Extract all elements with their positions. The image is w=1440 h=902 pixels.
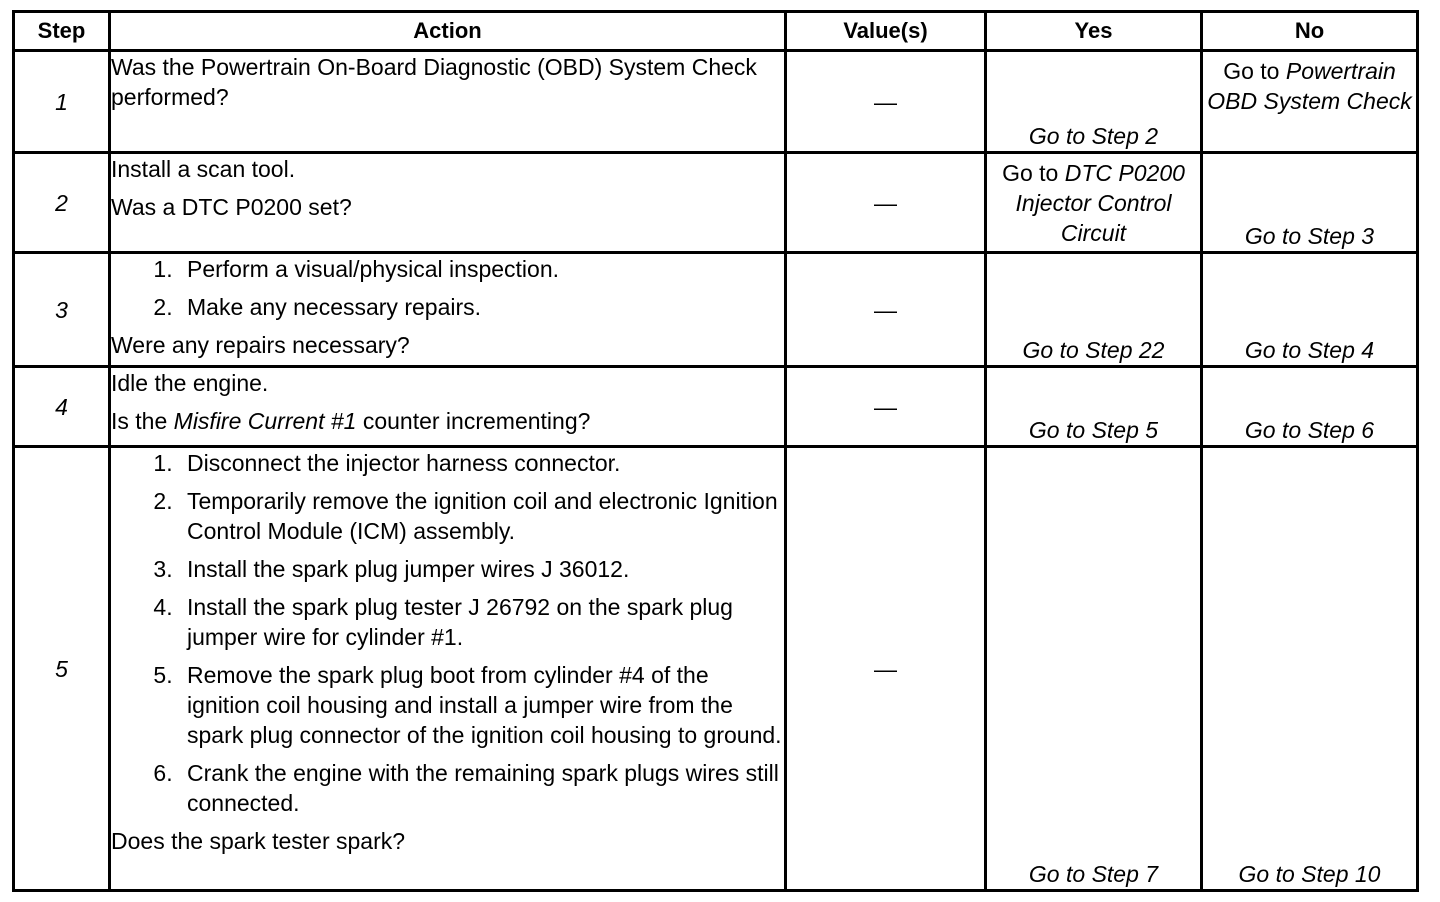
list-item: 5. Remove the spark plug boot from cylinder #4 of the ignition coil housing and install a jumper wire from the spark plug connector of the ignition coil housing to ground. <box>179 660 784 750</box>
no-cell: Go to Step 4 <box>1202 253 1418 367</box>
table-row <box>14 447 1418 891</box>
diagnostic-table <box>12 10 1419 892</box>
question-suffix: counter incrementing? <box>362 408 591 434</box>
action-cell <box>110 367 786 447</box>
action-cell <box>110 153 786 253</box>
yes-cell: Go to Step 22 <box>986 253 1202 367</box>
list-item: 4. Install the spark plug tester J 26792 on the spark plug jumper wire for cylinder #1. <box>179 592 784 652</box>
value-cell: — <box>786 153 986 253</box>
header-no: No <box>1202 12 1418 51</box>
table-row <box>14 253 1418 367</box>
list-item: 6. Crank the engine with the remaining spark plugs wires still connected. <box>179 758 784 818</box>
list-item: 3. Install the spark plug jumper wires J 36012. <box>179 554 784 584</box>
header-row <box>14 12 1418 51</box>
yes-link: DTC P0200 Injector Control Circuit <box>1015 160 1185 246</box>
step-number: 3 <box>14 253 110 367</box>
step-list <box>111 448 784 818</box>
action-cell <box>110 253 786 367</box>
step-number: 1 <box>14 51 110 153</box>
question-text: Was a DTC P0200 set? <box>111 194 352 220</box>
no-cell: Go to Step 3 <box>1202 153 1418 253</box>
step-number: 4 <box>14 367 110 447</box>
no-prefix: Go to <box>1223 58 1280 84</box>
list-item: 2. Make any necessary repairs. <box>179 292 784 322</box>
yes-cell: Go to Step 7 <box>986 447 1202 891</box>
table-row <box>14 367 1418 447</box>
table-row <box>14 153 1418 253</box>
instruction-text: Idle the engine. <box>111 370 269 396</box>
instruction-text: Install a scan tool. <box>111 156 296 182</box>
counter-name: Misfire Current #1 <box>173 408 357 434</box>
yes-cell: Go to Step 2 <box>986 51 1202 153</box>
no-link: Powertrain OBD System Check <box>1207 58 1412 114</box>
value-cell: — <box>786 253 986 367</box>
header-yes: Yes <box>986 12 1202 51</box>
question-text: Were any repairs necessary? <box>111 332 410 358</box>
action-cell <box>110 447 786 891</box>
question-text: Was the Powertrain On-Board Diagnostic (OBD) System Check performed? <box>111 54 757 110</box>
value-cell: — <box>786 51 986 153</box>
table-row <box>14 51 1418 153</box>
list-item: 1. Disconnect the injector harness connector. <box>179 448 784 478</box>
list-item: 2. Temporarily remove the ignition coil and electronic Ignition Control Module (ICM) assembly. <box>179 486 784 546</box>
step-number: 5 <box>14 447 110 891</box>
step-number: 2 <box>14 153 110 253</box>
yes-cell <box>986 153 1202 253</box>
action-cell <box>110 51 786 153</box>
no-cell <box>1202 51 1418 153</box>
yes-cell: Go to Step 5 <box>986 367 1202 447</box>
value-cell: — <box>786 367 986 447</box>
yes-prefix: Go to <box>1002 160 1059 186</box>
step-list <box>111 254 784 322</box>
list-item: 1. Perform a visual/physical inspection. <box>179 254 784 284</box>
header-values: Value(s) <box>786 12 986 51</box>
question-prefix: Is the <box>111 408 168 434</box>
header-action: Action <box>110 12 786 51</box>
value-cell: — <box>786 447 986 891</box>
question-text: Does the spark tester spark? <box>111 828 406 854</box>
no-cell: Go to Step 6 <box>1202 367 1418 447</box>
question-text <box>111 406 784 436</box>
header-step: Step <box>14 12 110 51</box>
no-cell: Go to Step 10 <box>1202 447 1418 891</box>
